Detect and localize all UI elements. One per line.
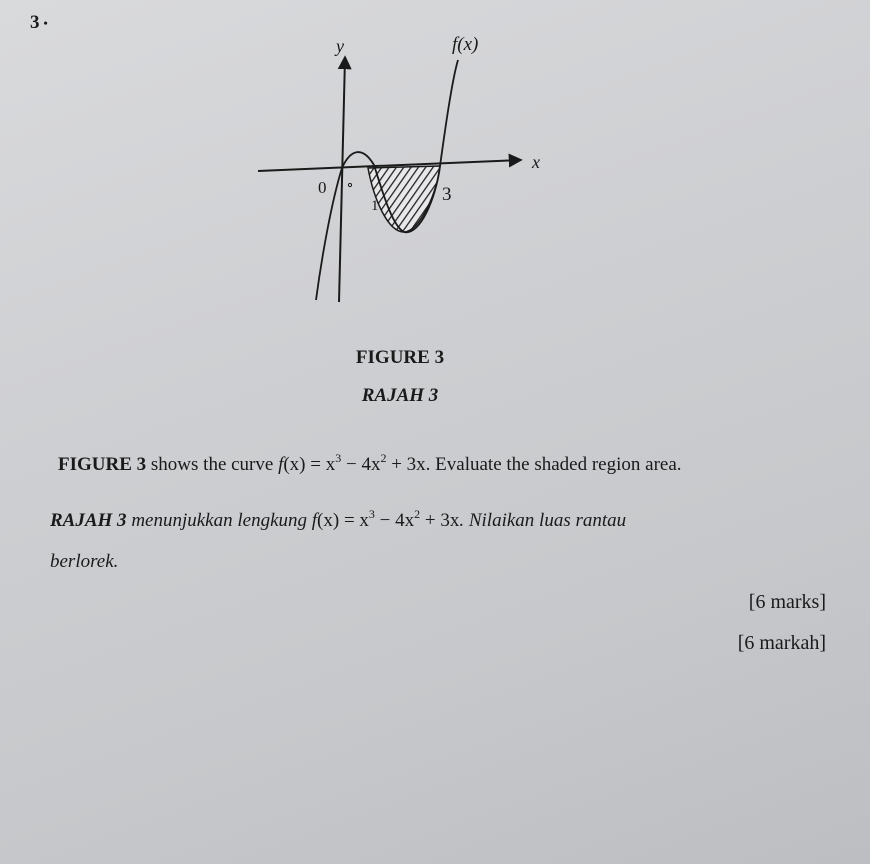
y-axis-label: y	[336, 36, 344, 56]
point-3-label: 3	[442, 184, 452, 205]
pen-mark	[348, 183, 351, 186]
figure-caption-my: RAJAH 3	[361, 385, 439, 406]
figure-3-graph	[0, 0, 870, 330]
x-axis-label: x	[532, 152, 540, 172]
marks-my: [6 markah]	[737, 632, 826, 654]
origin-label: 0	[318, 178, 327, 197]
figure-caption-en: FIGURE 3	[355, 347, 445, 368]
marks-en: [6 marks]	[748, 591, 826, 613]
shaded-region	[368, 166, 440, 232]
question-text-en: FIGURE 3 shows the curve $f(x) = x^3 - 4x^2 + 3x$. Evaluate the shaded region area.	[58, 451, 682, 475]
question-text-my-line2: berlorek.	[50, 551, 119, 572]
question-number: 3 •	[30, 12, 48, 33]
curve-label: f(x)	[452, 34, 479, 55]
y-axis	[339, 58, 345, 302]
point-1-label: 1	[371, 198, 379, 214]
question-text-my: RAJAH 3 menunjukkan lengkung $f(x) = x^3 - 4x^2 + 3x$. Nilaikan luas rantau	[50, 507, 627, 531]
